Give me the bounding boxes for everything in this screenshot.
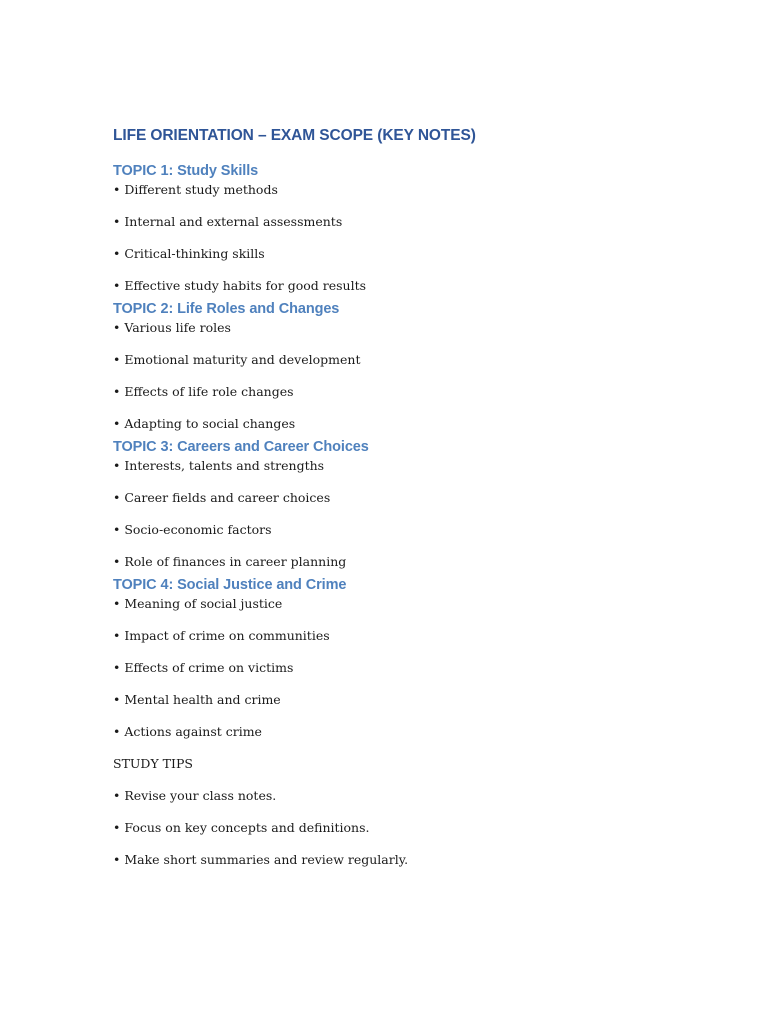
topic-4-item: • Effects of crime on victims (113, 660, 294, 675)
topic-1-heading: TOPIC 1: Study Skills (113, 163, 259, 179)
topic-4-item: • Actions against crime (113, 724, 262, 739)
topic-4-item: • Meaning of social justice (113, 596, 283, 611)
topic-3-section (113, 436, 673, 574)
document-body (113, 124, 673, 884)
spacer (113, 148, 673, 160)
topic-3-item: • Interests, talents and strengths (113, 458, 325, 473)
topic-3-item: • Career fields and career choices (113, 490, 331, 505)
study-tip-item: • Revise your class notes. (113, 788, 277, 803)
topic-3-item: • Socio-economic factors (113, 522, 272, 537)
topic-1-item: • Effective study habits for good results (113, 278, 367, 293)
topic-2-item: • Adapting to social changes (113, 416, 296, 431)
topic-3-item: • Role of finances in career planning (113, 554, 347, 569)
topic-2-section (113, 298, 673, 436)
topic-4-section (113, 574, 673, 756)
topic-2-item: • Various life roles (113, 320, 231, 335)
document-title: LIFE ORIENTATION – EXAM SCOPE (KEY NOTES) (113, 127, 476, 144)
topic-1-item: • Different study methods (113, 182, 278, 197)
topic-1-item: • Internal and external assessments (113, 214, 343, 229)
study-tip-item: • Focus on key concepts and definitions. (113, 820, 370, 835)
topic-2-heading: TOPIC 2: Life Roles and Changes (113, 301, 340, 317)
study-tip-item: • Make short summaries and review regularly. (113, 852, 409, 867)
topic-1-item: • Critical-thinking skills (113, 246, 265, 261)
topic-4-heading: TOPIC 4: Social Justice and Crime (113, 577, 347, 593)
topic-2-item: • Effects of life role changes (113, 384, 294, 399)
study-tips-heading: STUDY TIPS (113, 756, 193, 771)
topic-2-item: • Emotional maturity and development (113, 352, 361, 367)
topic-3-heading: TOPIC 3: Careers and Career Choices (113, 439, 369, 455)
topic-1-section (113, 160, 673, 298)
topic-4-item: • Mental health and crime (113, 692, 281, 707)
topic-4-item: • Impact of crime on communities (113, 628, 330, 643)
study-tips-section (113, 756, 673, 884)
